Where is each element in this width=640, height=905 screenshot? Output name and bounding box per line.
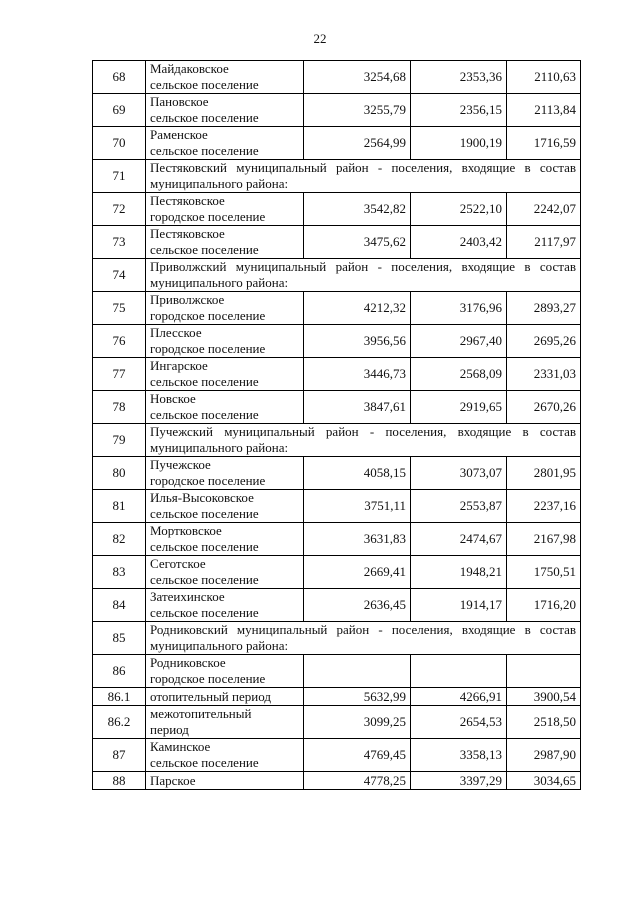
value-1-cell xyxy=(304,655,411,688)
table-row xyxy=(93,490,581,523)
table-body xyxy=(93,61,581,790)
settlement-name-cell xyxy=(146,127,304,160)
settlement-name-line1: Каминское xyxy=(150,739,211,755)
value-2-cell: 2356,15 xyxy=(411,94,507,127)
value-1-cell: 3254,68 xyxy=(304,61,411,94)
value-2-cell: 4266,91 xyxy=(411,688,507,706)
value-1-cell: 3099,25 xyxy=(304,706,411,739)
value-1-cell: 4778,25 xyxy=(304,772,411,790)
settlement-name-cell xyxy=(146,772,304,790)
settlement-name-line2: сельское поселение xyxy=(150,143,259,158)
row-number-cell: 76 xyxy=(93,325,146,358)
row-number-cell: 73 xyxy=(93,226,146,259)
value-1-cell: 3255,79 xyxy=(304,94,411,127)
settlement-name-cell xyxy=(146,193,304,226)
value-1-cell: 3751,11 xyxy=(304,490,411,523)
table-row xyxy=(93,358,581,391)
table-section-row xyxy=(93,160,581,193)
value-3-cell: 2518,50 xyxy=(507,706,581,739)
settlement-name-line2: сельское поселение xyxy=(150,374,259,389)
value-1-cell: 5632,99 xyxy=(304,688,411,706)
value-2-cell: 2654,53 xyxy=(411,706,507,739)
table-row xyxy=(93,61,581,94)
settlement-name-cell xyxy=(146,523,304,556)
value-3-cell: 2670,26 xyxy=(507,391,581,424)
page-number: 22 xyxy=(313,31,327,46)
settlement-name-cell xyxy=(146,226,304,259)
value-3-cell: 2331,03 xyxy=(507,358,581,391)
settlement-name-line2: городское поселение xyxy=(150,209,266,224)
settlement-name-cell xyxy=(146,292,304,325)
table-row xyxy=(93,706,581,739)
settlement-name-line1: Плесское xyxy=(150,325,202,341)
value-2-cell xyxy=(411,655,507,688)
row-number-cell: 88 xyxy=(93,772,146,790)
row-number-cell: 69 xyxy=(93,94,146,127)
settlement-name-cell xyxy=(146,706,304,739)
table-row xyxy=(93,523,581,556)
settlement-name-line1: Пестяковское xyxy=(150,226,225,242)
value-1-cell: 2669,41 xyxy=(304,556,411,589)
settlement-name-line2: городское поселение xyxy=(150,308,266,323)
value-3-cell: 2237,16 xyxy=(507,490,581,523)
value-2-cell: 2568,09 xyxy=(411,358,507,391)
value-3-cell: 2113,84 xyxy=(507,94,581,127)
section-heading-cell: Приволжский муниципальный район - поселения, входящие в состав муниципального района: xyxy=(146,259,581,292)
value-3-cell: 2242,07 xyxy=(507,193,581,226)
value-3-cell: 2167,98 xyxy=(507,523,581,556)
value-3-cell: 2987,90 xyxy=(507,739,581,772)
settlement-name-line1: Пучежское xyxy=(150,457,211,473)
table-row xyxy=(93,739,581,772)
value-2-cell: 2403,42 xyxy=(411,226,507,259)
table-row xyxy=(93,655,581,688)
value-3-cell: 2695,26 xyxy=(507,325,581,358)
settlement-name-line1: Родниковское xyxy=(150,655,226,671)
row-number-cell: 70 xyxy=(93,127,146,160)
settlement-name-line1: отопительный период xyxy=(150,688,271,704)
settlement-name-line1: Приволжское xyxy=(150,292,225,308)
settlement-name-line2: городское поселение xyxy=(150,473,266,488)
value-1-cell: 3542,82 xyxy=(304,193,411,226)
settlement-name-line1: Майдаковское xyxy=(150,61,229,77)
settlement-name-line1: Парское xyxy=(150,772,196,788)
table-section-row xyxy=(93,622,581,655)
settlement-name-line2: городское поселение xyxy=(150,341,266,356)
settlement-name-cell xyxy=(146,358,304,391)
row-number-cell: 83 xyxy=(93,556,146,589)
section-heading-cell: Пучежский муниципальный район - поселения, входящие в состав муниципального района: xyxy=(146,424,581,457)
settlement-name-line2: сельское поселение xyxy=(150,572,259,587)
row-number-cell: 86.2 xyxy=(93,706,146,739)
settlement-name-line2: сельское поселение xyxy=(150,605,259,620)
settlement-name-line2: городское поселение xyxy=(150,671,266,686)
row-number-cell: 85 xyxy=(93,622,146,655)
settlement-name-line1: Илья-Высоковское xyxy=(150,490,254,506)
settlement-name-cell xyxy=(146,655,304,688)
value-1-cell: 2636,45 xyxy=(304,589,411,622)
value-3-cell: 1750,51 xyxy=(507,556,581,589)
row-number-cell: 80 xyxy=(93,457,146,490)
settlement-name-line1: Пановское xyxy=(150,94,209,110)
section-heading-cell: Родниковский муниципальный район - поселения, входящие в состав муниципального района: xyxy=(146,622,581,655)
settlement-name-line1: Раменское xyxy=(150,127,208,143)
row-number-cell: 78 xyxy=(93,391,146,424)
value-1-cell: 3847,61 xyxy=(304,391,411,424)
row-number-cell: 82 xyxy=(93,523,146,556)
row-number-cell: 72 xyxy=(93,193,146,226)
value-1-cell: 3956,56 xyxy=(304,325,411,358)
value-3-cell: 3900,54 xyxy=(507,688,581,706)
settlement-name-cell xyxy=(146,94,304,127)
row-number-cell: 86 xyxy=(93,655,146,688)
row-number-cell: 84 xyxy=(93,589,146,622)
value-2-cell: 1948,21 xyxy=(411,556,507,589)
settlement-name-line1: Затеихинское xyxy=(150,589,225,605)
row-number-cell: 75 xyxy=(93,292,146,325)
value-1-cell: 3475,62 xyxy=(304,226,411,259)
table-row xyxy=(93,292,581,325)
table-row xyxy=(93,325,581,358)
settlement-name-cell xyxy=(146,61,304,94)
settlement-name-line1: Новское xyxy=(150,391,196,407)
value-3-cell: 2110,63 xyxy=(507,61,581,94)
settlement-name-line2: сельское поселение xyxy=(150,506,259,521)
value-2-cell: 1914,17 xyxy=(411,589,507,622)
table-row xyxy=(93,127,581,160)
value-2-cell: 3358,13 xyxy=(411,739,507,772)
table-row xyxy=(93,772,581,790)
value-1-cell: 4212,32 xyxy=(304,292,411,325)
value-1-cell: 4058,15 xyxy=(304,457,411,490)
row-number-cell: 74 xyxy=(93,259,146,292)
value-2-cell: 2474,67 xyxy=(411,523,507,556)
value-2-cell: 2353,36 xyxy=(411,61,507,94)
value-2-cell: 2919,65 xyxy=(411,391,507,424)
settlement-name-cell xyxy=(146,556,304,589)
settlement-name-line2: сельское поселение xyxy=(150,110,259,125)
value-2-cell: 2522,10 xyxy=(411,193,507,226)
settlement-name-line1: Мортковское xyxy=(150,523,222,539)
settlement-name-line1: межотопительный xyxy=(150,706,252,722)
value-2-cell: 3397,29 xyxy=(411,772,507,790)
value-2-cell: 1900,19 xyxy=(411,127,507,160)
table-row xyxy=(93,226,581,259)
settlement-name-cell xyxy=(146,457,304,490)
row-number-cell: 79 xyxy=(93,424,146,457)
value-3-cell: 1716,20 xyxy=(507,589,581,622)
table-row xyxy=(93,391,581,424)
table-row xyxy=(93,193,581,226)
settlement-name-cell xyxy=(146,391,304,424)
settlement-name-line2: сельское поселение xyxy=(150,77,259,92)
value-3-cell xyxy=(507,655,581,688)
settlement-name-line2: сельское поселение xyxy=(150,755,259,770)
settlement-name-cell xyxy=(146,739,304,772)
value-3-cell: 2893,27 xyxy=(507,292,581,325)
row-number-cell: 81 xyxy=(93,490,146,523)
section-heading-cell: Пестяковский муниципальный район - поселения, входящие в состав муниципального района: xyxy=(146,160,581,193)
value-2-cell: 2553,87 xyxy=(411,490,507,523)
settlement-name-cell xyxy=(146,589,304,622)
settlement-name-line2: сельское поселение xyxy=(150,539,259,554)
settlement-name-line2: период xyxy=(150,722,189,737)
value-3-cell: 3034,65 xyxy=(507,772,581,790)
row-number-cell: 87 xyxy=(93,739,146,772)
settlement-name-cell xyxy=(146,688,304,706)
settlement-name-cell xyxy=(146,490,304,523)
value-3-cell: 2801,95 xyxy=(507,457,581,490)
row-number-cell: 77 xyxy=(93,358,146,391)
table-row xyxy=(93,94,581,127)
value-3-cell: 2117,97 xyxy=(507,226,581,259)
settlement-name-line2: сельское поселение xyxy=(150,407,259,422)
settlement-name-line1: Ингарское xyxy=(150,358,208,374)
value-2-cell: 3073,07 xyxy=(411,457,507,490)
table-section-row xyxy=(93,259,581,292)
value-1-cell: 3631,83 xyxy=(304,523,411,556)
value-1-cell: 3446,73 xyxy=(304,358,411,391)
table-row xyxy=(93,589,581,622)
row-number-cell: 71 xyxy=(93,160,146,193)
row-number-cell: 86.1 xyxy=(93,688,146,706)
table-row xyxy=(93,457,581,490)
settlement-name-line1: Пестяковское xyxy=(150,193,225,209)
settlement-name-line2: сельское поселение xyxy=(150,242,259,257)
value-2-cell: 2967,40 xyxy=(411,325,507,358)
row-number-cell: 68 xyxy=(93,61,146,94)
table-section-row xyxy=(93,424,581,457)
settlement-name-line1: Сеготское xyxy=(150,556,206,572)
tariff-table xyxy=(92,60,581,790)
value-2-cell: 3176,96 xyxy=(411,292,507,325)
value-1-cell: 4769,45 xyxy=(304,739,411,772)
table-row xyxy=(93,556,581,589)
value-3-cell: 1716,59 xyxy=(507,127,581,160)
settlement-name-cell xyxy=(146,325,304,358)
table-row xyxy=(93,688,581,706)
value-1-cell: 2564,99 xyxy=(304,127,411,160)
